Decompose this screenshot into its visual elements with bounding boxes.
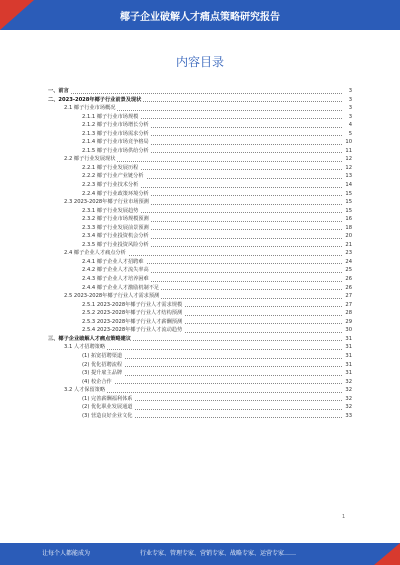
toc-entry-label: 2.1.3 椰子行业市场需求分析 — [82, 130, 149, 137]
toc-entry-page: 3 — [348, 96, 352, 103]
toc-entry-label: 2.5.1 2023-2028年椰子行业人才需求规模 — [82, 301, 183, 308]
toc-entry-label: 2.3.3 椰子行业发展前景预测 — [82, 224, 149, 231]
toc-entry[interactable] — [48, 164, 352, 173]
toc-entry-label: 2.1 椰子行业市场概况 — [64, 105, 116, 112]
toc-entry-page: 32 — [345, 378, 352, 385]
toc-entry-page: 15 — [345, 190, 352, 197]
toc-entry-label: 2.1.5 椰子行业市场供给分析 — [82, 147, 149, 154]
toc-entry[interactable] — [48, 138, 352, 147]
toc-entry-page: 31 — [345, 352, 352, 359]
toc-entry[interactable] — [48, 249, 352, 258]
toc-entry-page: 3 — [348, 113, 352, 120]
toc-entry-label: 三、椰子企业破解人才痛点策略建议 — [48, 335, 132, 342]
toc-entry-label: 2.4.2 椰子企业人才流失率高 — [82, 267, 149, 274]
toc-entry-page: 32 — [345, 395, 352, 402]
toc-entry-page: 4 — [348, 122, 352, 129]
toc-entry-page: 23 — [345, 250, 352, 257]
toc-entry[interactable] — [48, 113, 352, 122]
toc-entry-label: (1) 拓宽招聘渠道 — [82, 352, 123, 359]
toc-entry-label: 2.1.4 椰子行业市场竞争格局 — [82, 139, 149, 146]
toc-entry[interactable] — [48, 412, 352, 421]
toc-entry-label: 2.2.4 椰子行业政策环境分析 — [82, 190, 149, 197]
toc-entry[interactable] — [48, 181, 352, 190]
toc-entry-page: 5 — [348, 130, 352, 137]
toc-entry-page: 33 — [345, 412, 352, 419]
toc-entry[interactable] — [48, 232, 352, 241]
toc-entry[interactable] — [48, 301, 352, 310]
toc-entry-page: 31 — [345, 361, 352, 368]
toc-entry-page: 3 — [348, 105, 352, 112]
toc-entry[interactable] — [48, 318, 352, 327]
header-title: 椰子企业破解人才痛点策略研究报告 — [120, 12, 280, 23]
toc-entry-page: 28 — [345, 310, 352, 317]
toc-entry-label: (1) 完善薪酬福利体系 — [82, 395, 133, 402]
toc-entry-label: (3) 提升雇主品牌 — [82, 370, 123, 377]
toc-entry[interactable] — [48, 403, 352, 412]
footer-accent-shape — [374, 543, 400, 565]
toc-entry-page: 14 — [345, 182, 352, 189]
toc-entry[interactable] — [48, 292, 352, 301]
toc-title: 内容目录 — [175, 55, 224, 69]
toc-leader-dots — [48, 93, 342, 94]
toc-entry[interactable] — [48, 241, 352, 250]
toc-entry-page: 3 — [348, 88, 352, 94]
toc-entry[interactable] — [48, 386, 352, 395]
toc-entry-label: 3.1 人才招聘策略 — [64, 344, 106, 351]
toc-entry-label: 2.3.5 椰子行业投资风险分析 — [82, 241, 149, 248]
toc-entry-label: (2) 优化职业发展通道 — [82, 404, 133, 411]
toc-entry-label: 2.1.1 椰子行业市场规模 — [82, 113, 139, 120]
toc-entry-label: 2.5.3 2023-2028年椰子行业人才薪酬预测 — [82, 318, 183, 325]
toc-entry[interactable] — [48, 326, 352, 335]
toc-entry-page: 26 — [345, 276, 352, 283]
toc-entry-page: 26 — [345, 284, 352, 291]
toc-entry[interactable] — [48, 361, 352, 370]
toc-entry-label: 2.2.1 椰子行业发展历程 — [82, 164, 139, 171]
toc-entry[interactable] — [48, 343, 352, 352]
toc-entry[interactable] — [48, 198, 352, 207]
toc-entry-page: 10 — [345, 139, 352, 146]
toc-entry-label: 2.3.4 椰子行业投资机会分析 — [82, 233, 149, 240]
page-footer — [0, 543, 400, 565]
toc-entry[interactable] — [48, 190, 352, 199]
toc-entry[interactable] — [48, 207, 352, 216]
toc-entry[interactable] — [48, 215, 352, 224]
toc-entry-label: (3) 营造良好企业文化 — [82, 412, 133, 419]
table-of-contents — [48, 87, 352, 420]
toc-entry[interactable] — [48, 266, 352, 275]
toc-entry[interactable] — [48, 395, 352, 404]
toc-entry[interactable] — [48, 378, 352, 387]
toc-entry[interactable] — [48, 147, 352, 156]
toc-entry-page: 24 — [345, 258, 352, 265]
toc-entry-label: (4) 校企合作 — [82, 378, 112, 385]
toc-leader-dots — [82, 383, 342, 384]
toc-entry-page: 31 — [345, 344, 352, 351]
toc-entry-label: 2.4.3 椰子企业人才培养困难 — [82, 276, 149, 283]
toc-entry-label: 2.5.2 2023-2028年椰子行业人才结构预测 — [82, 310, 183, 317]
toc-entry-page: 11 — [345, 147, 352, 154]
toc-entry-label: 2.5 2023-2028年椰子行业人才需求预测 — [64, 293, 160, 300]
toc-entry-page: 18 — [345, 224, 352, 231]
toc-entry-label: 3.2 人才保留策略 — [64, 387, 106, 394]
toc-entry[interactable] — [48, 335, 352, 344]
toc-entry[interactable] — [48, 172, 352, 181]
toc-entry-page: 12 — [345, 164, 352, 171]
toc-entry-page: 21 — [345, 241, 352, 248]
toc-entry[interactable] — [48, 258, 352, 267]
toc-entry-label: 2.3.1 椰子行业发展趋势 — [82, 207, 139, 214]
toc-entry[interactable] — [48, 96, 352, 105]
toc-entry-label: 2.5.4 2023-2028年椰子行业人才流动趋势 — [82, 327, 183, 334]
toc-entry[interactable] — [48, 284, 352, 293]
footer-slogan-right: 行业专家、管理专家、营销专家、战略专家、运营专家…… — [140, 550, 297, 557]
toc-entry-page: 32 — [345, 387, 352, 394]
toc-entry[interactable] — [48, 352, 352, 361]
toc-entry[interactable] — [48, 130, 352, 139]
toc-entry[interactable] — [48, 309, 352, 318]
toc-entry-page: 27 — [345, 293, 352, 300]
toc-entry[interactable] — [48, 104, 352, 113]
toc-entry-page: 30 — [345, 327, 352, 334]
toc-entry-label: 2.3 2023-2028年椰子行业市场预测 — [64, 199, 149, 206]
toc-entry-page: 32 — [345, 404, 352, 411]
toc-entry-page: 15 — [345, 199, 352, 206]
toc-entry-label: 2.4 椰子企业人才痛点分析 — [64, 250, 126, 257]
toc-entry-page: 20 — [345, 233, 352, 240]
toc-entry-label: 2.3.2 椰子行业市场规模预测 — [82, 216, 149, 223]
page-header — [0, 0, 400, 30]
toc-entry-page: 16 — [345, 216, 352, 223]
toc-entry[interactable] — [48, 369, 352, 378]
toc-entry-label: (2) 优化招聘流程 — [82, 361, 123, 368]
toc-entry[interactable] — [48, 87, 352, 96]
toc-entry-label: 2.4.1 椰子企业人才招聘难 — [82, 258, 144, 265]
toc-entry-page: 31 — [345, 370, 352, 377]
toc-entry-page: 27 — [345, 301, 352, 308]
toc-entry-label: 2.1.2 椰子行业市场增长分析 — [82, 122, 149, 129]
toc-entry-page: 12 — [345, 156, 352, 163]
toc-entry-label: 二、2023-2028年椰子行业前景及现状 — [48, 96, 142, 103]
toc-entry-page: 31 — [345, 335, 352, 342]
toc-entry-label: 一、前言 — [48, 88, 69, 94]
toc-entry-label: 2.4.4 椰子企业人才激励机制不足 — [82, 284, 160, 291]
toc-entry[interactable] — [48, 155, 352, 164]
toc-entry[interactable] — [48, 121, 352, 130]
toc-entry[interactable] — [48, 224, 352, 233]
toc-entry[interactable] — [48, 275, 352, 284]
footer-slogan-left: 让每个人都能成为 — [42, 550, 91, 557]
toc-entry-page: 29 — [345, 318, 352, 325]
page-number: 1 — [342, 514, 346, 520]
toc-entry-page: 13 — [345, 173, 352, 180]
toc-entry-label: 2.2 椰子行业发展现状 — [64, 156, 116, 163]
toc-entry-label: 2.2.3 椰子行业技术分析 — [82, 182, 139, 189]
toc-entry-page: 15 — [345, 207, 352, 214]
toc-entry-label: 2.2.2 椰子行业产业链分析 — [82, 173, 144, 180]
toc-entry-page: 25 — [345, 267, 352, 274]
